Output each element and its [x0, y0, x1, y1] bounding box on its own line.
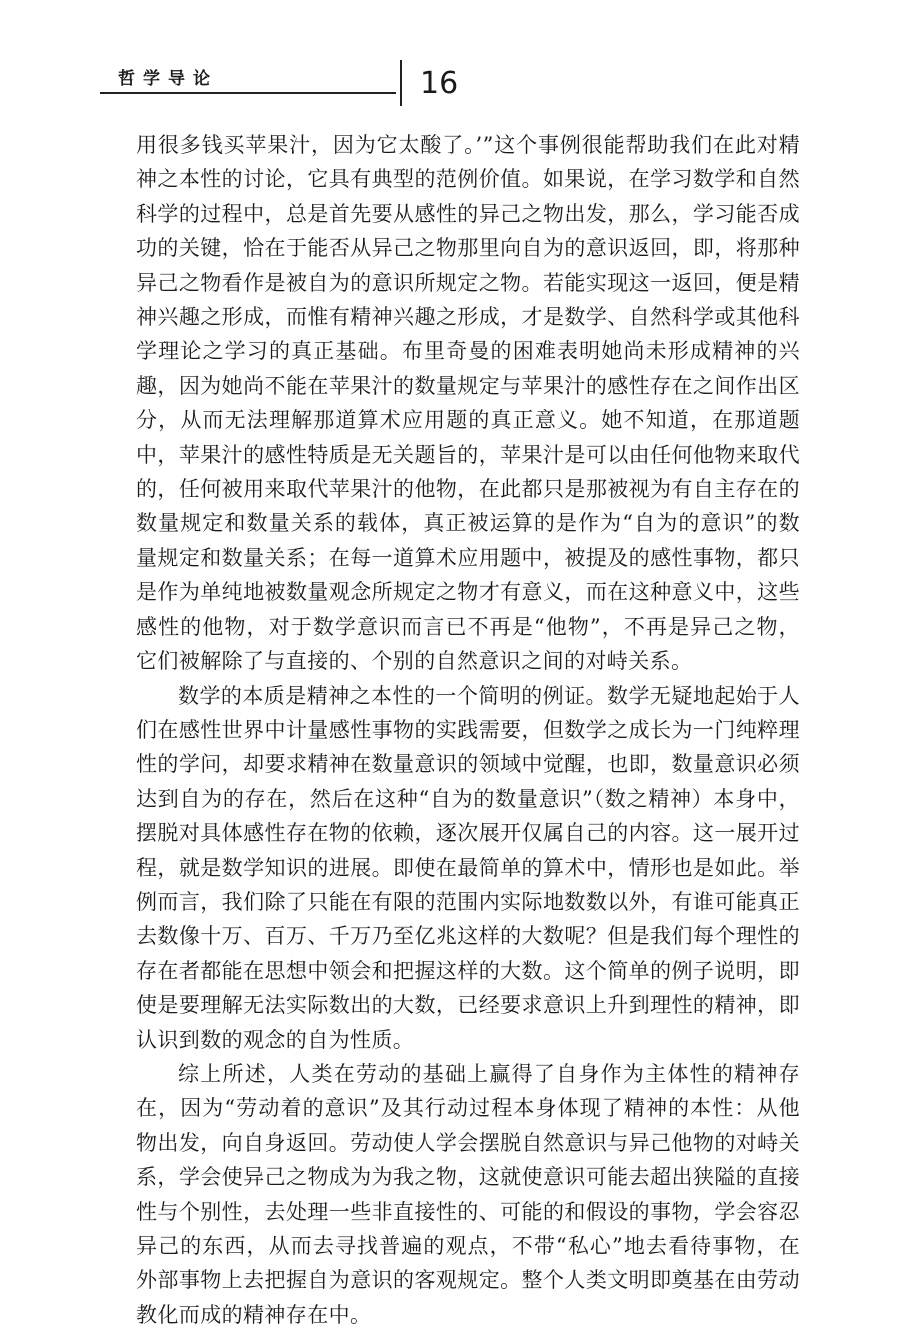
running-title: 哲学导论	[118, 69, 218, 89]
paragraph-2: 数学的本质是精神之本性的一个简明的例证。数学无疑地起始于人们在感性世界中计量感性事物的实践需要，但数学之成长为一门纯粹理性的学问，却要求精神在数量意识的领域中觉醒，也即，数量意识必须达到自为的存在，然后在这种“自为的数量意识”（数之精神）本身中，摆脱对具体感性存在物的依赖，逐次展开仅属自己的内容。这一展开过程，就是数学知识的进展。即使在最简单的算术中，情形也是如此。举例而言，我们除了只能在有限的范围内实际地数数以外，有谁可能真正去数像十万、百万、千万乃至亿兆这样的大数呢？但是我们每个理性的存在者都能在思想中领会和把握这样的大数。这个简单的例子说明，即使是要理解无法实际数出的大数，已经要求意识上升到理性的精神，即认识到数的观念的自为性质。	[136, 683, 800, 1052]
page-number: 16	[420, 66, 459, 101]
body-text	[136, 128, 800, 1332]
header-divider	[400, 60, 402, 106]
paragraph-1: 用很多钱买苹果汁，因为它太酸了。’”这个事例很能帮助我们在此对精神之本性的讨论，它具有典型的范例价值。如果说，在学习数学和自然科学的过程中，总是首先要从感性的异己之物出发，那么，学习能否成功的关键，恰在于能否从异己之物那里向自为的意识返回，即，将那种异己之物看作是被自为的意识所规定之物。若能实现这一返回，便是精神兴趣之形成，而惟有精神兴趣之形成，才是数学、自然科学或其他科学理论之学习的真正基础。布里奇曼的困难表明她尚未形成精神的兴趣，因为她尚不能在苹果汁的数量规定与苹果汁的感性存在之间作出区分，从而无法理解那道算术应用题的真正意义。她不知道，在那道题中，苹果汁的感性特质是无关题旨的，苹果汁是可以由任何他物来取代的，任何被用来取代苹果汁的他物，在此都只是那被视为有自主存在的数量规定和数量关系的载体，真正被运算的是作为“自为的意识”的数量规定和数量关系；在每一道算术应用题中，被提及的感性事物，都只是作为单纯地被数量观念所规定之物才有意义，而在这种意义中，这些感性的他物，对于数学意识而言已不再是“他物”，不再是异己之物，它们被解除了与直接的、个别的自然意识之间的对峙关系。	[136, 133, 800, 674]
paragraph-3: 综上所述，人类在劳动的基础上赢得了自身作为主体性的精神存在，因为“劳动着的意识”及其行动过程本身体现了精神的本性：从他物出发，向自身返回。劳动使人学会摆脱自然意识与异己他物的对峙关系，学会使异己之物成为为我之物，这就使意识可能去超出狭隘的直接性与个别性，去处理一些非直接性的、可能的和假设的事物，学会容忍异己的东西，从而去寻找普遍的观点，不带“私心”地去看待事物，在外部事物上去把握自为意识的客观规定。整个人类文明即奠基在由劳动教化而成的精神存在中。	[136, 1061, 800, 1327]
page-header	[0, 0, 900, 120]
header-rule	[100, 92, 396, 94]
